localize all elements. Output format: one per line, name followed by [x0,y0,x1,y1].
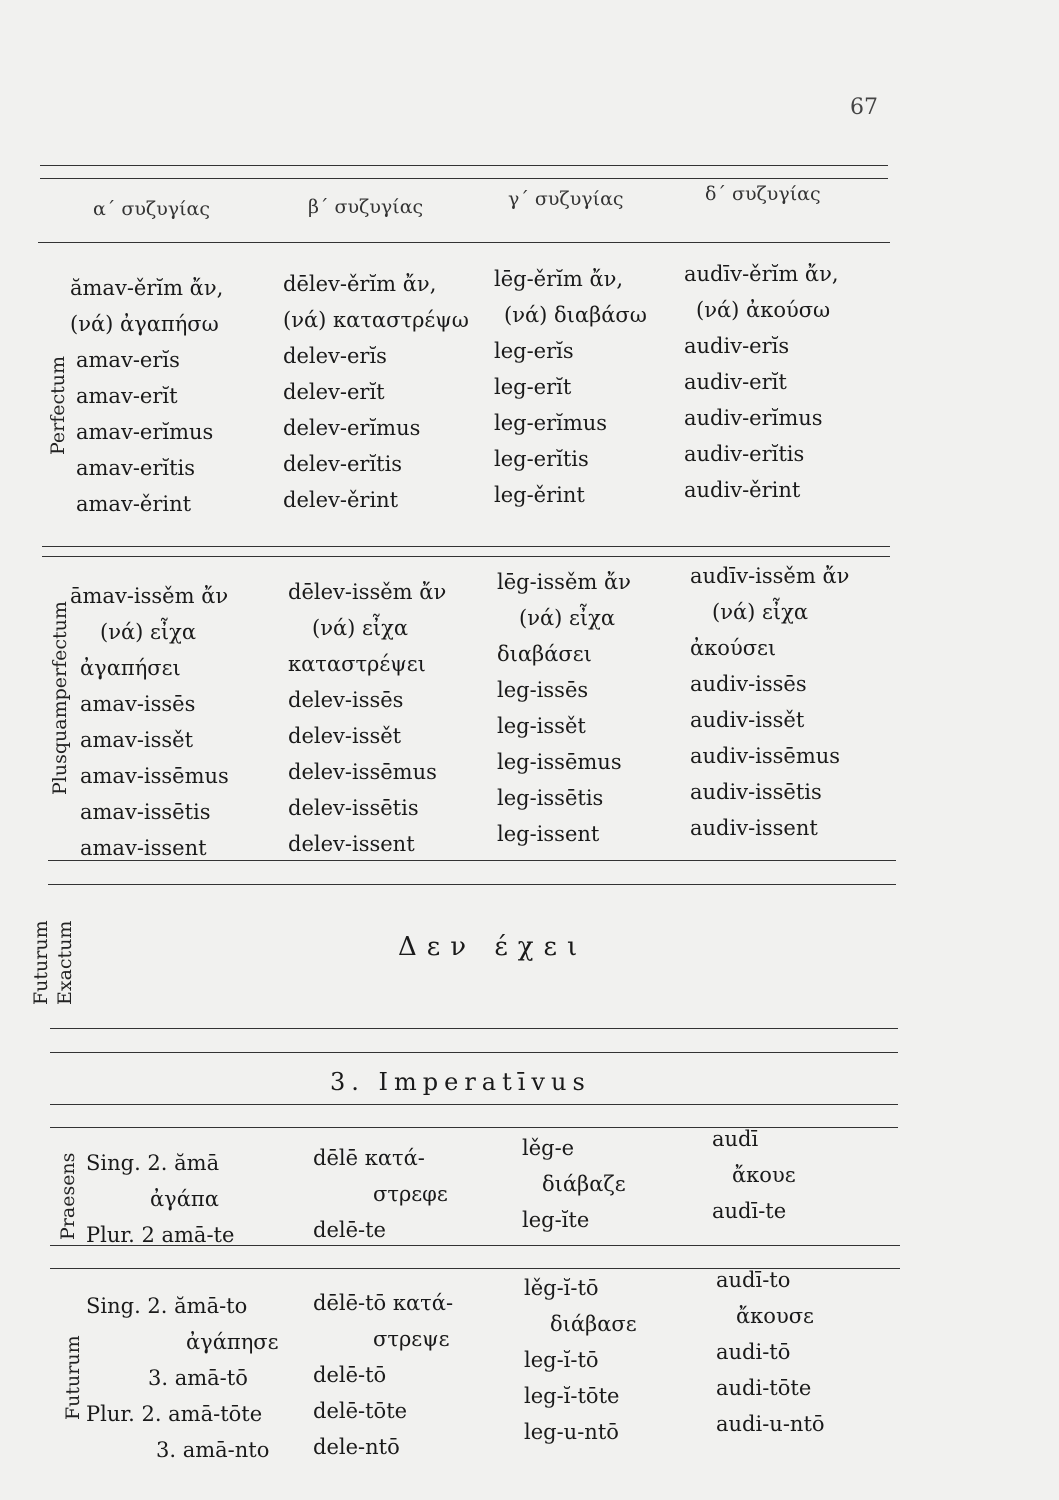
form: dēlev-ěrĭm ἄν, [283,272,437,296]
form: audiv-erĭs [684,334,790,358]
plusquamperfectum-col-2 [288,574,446,862]
page-number: 67 [850,95,878,120]
form: delev-issēs [288,688,404,712]
form: leg-issētis [497,786,604,810]
form: dēlē κατά- [313,1146,425,1170]
rule [50,1052,898,1053]
form: leg-u-ntō [524,1420,619,1444]
form: amav-issēmus [80,764,229,788]
form: audī-to [716,1268,791,1292]
praesens-col-2 [313,1140,448,1248]
form: audī-te [712,1199,787,1223]
form: leg-issět [497,714,586,738]
form: audiv-ěrint [684,478,801,502]
plusquamperfectum-col-4 [690,558,849,846]
form: leg-ěrint [494,483,585,507]
header-conj-2: β΄ συζυγίας [308,196,424,218]
form: audi-u-ntō [716,1412,825,1436]
form: audīv-issěm ἄν [690,564,850,588]
rule [48,884,896,885]
form: leg-erĭtis [494,447,589,471]
form: audiv-issēmus [690,744,841,768]
form: amav-erĭs [76,348,180,372]
form: διάβασε [550,1312,637,1336]
rule [42,546,890,547]
form: dele-ntō [313,1435,400,1459]
form: στρεψε [373,1327,450,1351]
form: ἀγαπήσει [80,656,181,680]
form: audī [712,1127,759,1151]
perfectum-col-3 [494,261,647,513]
form: leg-erĭt [494,375,572,399]
form: (νά) καταστρέψω [283,308,469,332]
form: delev-issent [288,832,415,856]
form: audiv-erĭtis [684,442,805,466]
form: (νά) εἶχα [519,606,616,630]
form: delev-ěrint [283,488,399,512]
form: lēg-issěm ἄν [497,570,631,594]
form: amav-issět [80,728,194,752]
form: 3. amā-nto [156,1438,270,1462]
form: leg-erĭmus [494,411,608,435]
form: amav-issent [80,836,207,860]
section-label-futurum-exactum-2: Exactum [54,920,76,1005]
header-conj-1: α΄ συζυγίας [93,198,211,220]
form: audi-tōte [716,1376,812,1400]
form: audiv-erĭmus [684,406,823,430]
praesens-col-3 [522,1130,626,1238]
rule [50,1028,898,1029]
perfectum-col-4 [684,256,839,508]
form: (νά) εἶχα [712,600,809,624]
section-label-perfectum: Perfectum [47,355,69,455]
futurum-exactum-text: Δεν έχει [398,932,588,962]
rule [42,556,890,557]
form: leg-ĭ-tōte [524,1384,620,1408]
rule [38,242,890,243]
form: lēg-ěrĭm ἄν, [494,267,624,291]
form: amav-ěrint [76,492,192,516]
form: ἀγάπησε [186,1330,279,1354]
form: audiv-issět [690,708,805,732]
form: ἄκουσε [736,1304,814,1328]
form: delē-te [313,1218,386,1242]
form: leg-issēmus [497,750,622,774]
rule [40,178,888,179]
section-label-futurum: Futurum [62,1335,84,1420]
header-conj-4: δ΄ συζυγίας [705,183,821,205]
futurum-col-1 [86,1288,279,1468]
form: ἄκουε [732,1163,796,1187]
form: amav-erĭmus [76,420,214,444]
perfectum-col-1 [70,270,223,522]
form: διαβάσει [497,642,592,666]
form: Sing. 2. ămā [86,1151,220,1175]
rule [50,1245,900,1246]
section-label-praesens: Praesens [57,1152,79,1240]
form: delev-erĭmus [283,416,421,440]
form: (νά) διαβάσω [504,303,647,327]
form: lěg-e [522,1136,575,1160]
form: delev-issētis [288,796,419,820]
form: καταστρέψει [288,652,426,676]
futurum-col-2 [313,1285,453,1465]
form: audīv-ěrĭm ἄν, [684,262,839,286]
form: delē-tōte [313,1399,408,1423]
section-title-imperativus: 3. Imperatīvus [330,1068,591,1096]
form: leg-issent [497,822,600,846]
form: audiv-issent [690,816,818,840]
form: Plur. 2 amā-te [86,1223,235,1247]
form: delev-erĭtis [283,452,403,476]
form: amav-erĭt [76,384,178,408]
form: dēlē-tō κατά- [313,1291,454,1315]
section-label-plusquamperfectum: Plusquamperfectum [49,601,71,795]
perfectum-col-2 [283,266,469,518]
form: delev-issēmus [288,760,437,784]
futurum-col-4 [716,1262,825,1442]
plusquamperfectum-col-1 [70,578,229,866]
form: (νά) ἀκούσω [696,298,831,322]
rule [40,165,888,166]
form: delē-tō [313,1363,387,1387]
form: dēlev-issěm ἄν [288,580,447,604]
form: audiv-erĭt [684,370,787,394]
form: amav-erĭtis [76,456,196,480]
form: Sing. 2. ămā-to [86,1294,248,1318]
section-label-futurum-exactum-1: Futurum [30,920,52,1005]
form: leg-ĭ-tō [524,1348,599,1372]
form: leg-erĭs [494,339,574,363]
form: delev-erĭt [283,380,385,404]
form: (νά) ἀγαπήσω [70,312,219,336]
praesens-col-1 [86,1145,234,1253]
form: διάβαζε [542,1172,626,1196]
form: delev-issět [288,724,402,748]
form: āmav-issěm ἄν [70,584,229,608]
form: audiv-issētis [690,780,822,804]
header-conj-3: γ΄ συζυγίας [508,188,624,210]
form: leg-ĭte [522,1208,590,1232]
rule [50,1104,898,1105]
form: amav-issētis [80,800,211,824]
form: lěg-ĭ-tō [524,1276,599,1300]
praesens-col-4 [712,1121,796,1229]
futurum-col-3 [524,1270,637,1450]
form: ămav-ěrĭm ἄν, [70,276,224,300]
form: audiv-issēs [690,672,807,696]
form: ἀκούσει [690,636,777,660]
form: Plur. 2. amā-tōte [86,1402,263,1426]
form: amav-issēs [80,692,196,716]
form: leg-issēs [497,678,589,702]
form: ἀγάπα [150,1187,219,1211]
form: (νά) εἶχα [312,616,409,640]
form: (νά) εἶχα [100,620,197,644]
form: delev-erĭs [283,344,387,368]
plusquamperfectum-col-3 [497,564,631,852]
form: στρεφε [373,1182,448,1206]
form: audi-tō [716,1340,791,1364]
rule [48,860,896,861]
form: 3. amā-tō [148,1366,248,1390]
